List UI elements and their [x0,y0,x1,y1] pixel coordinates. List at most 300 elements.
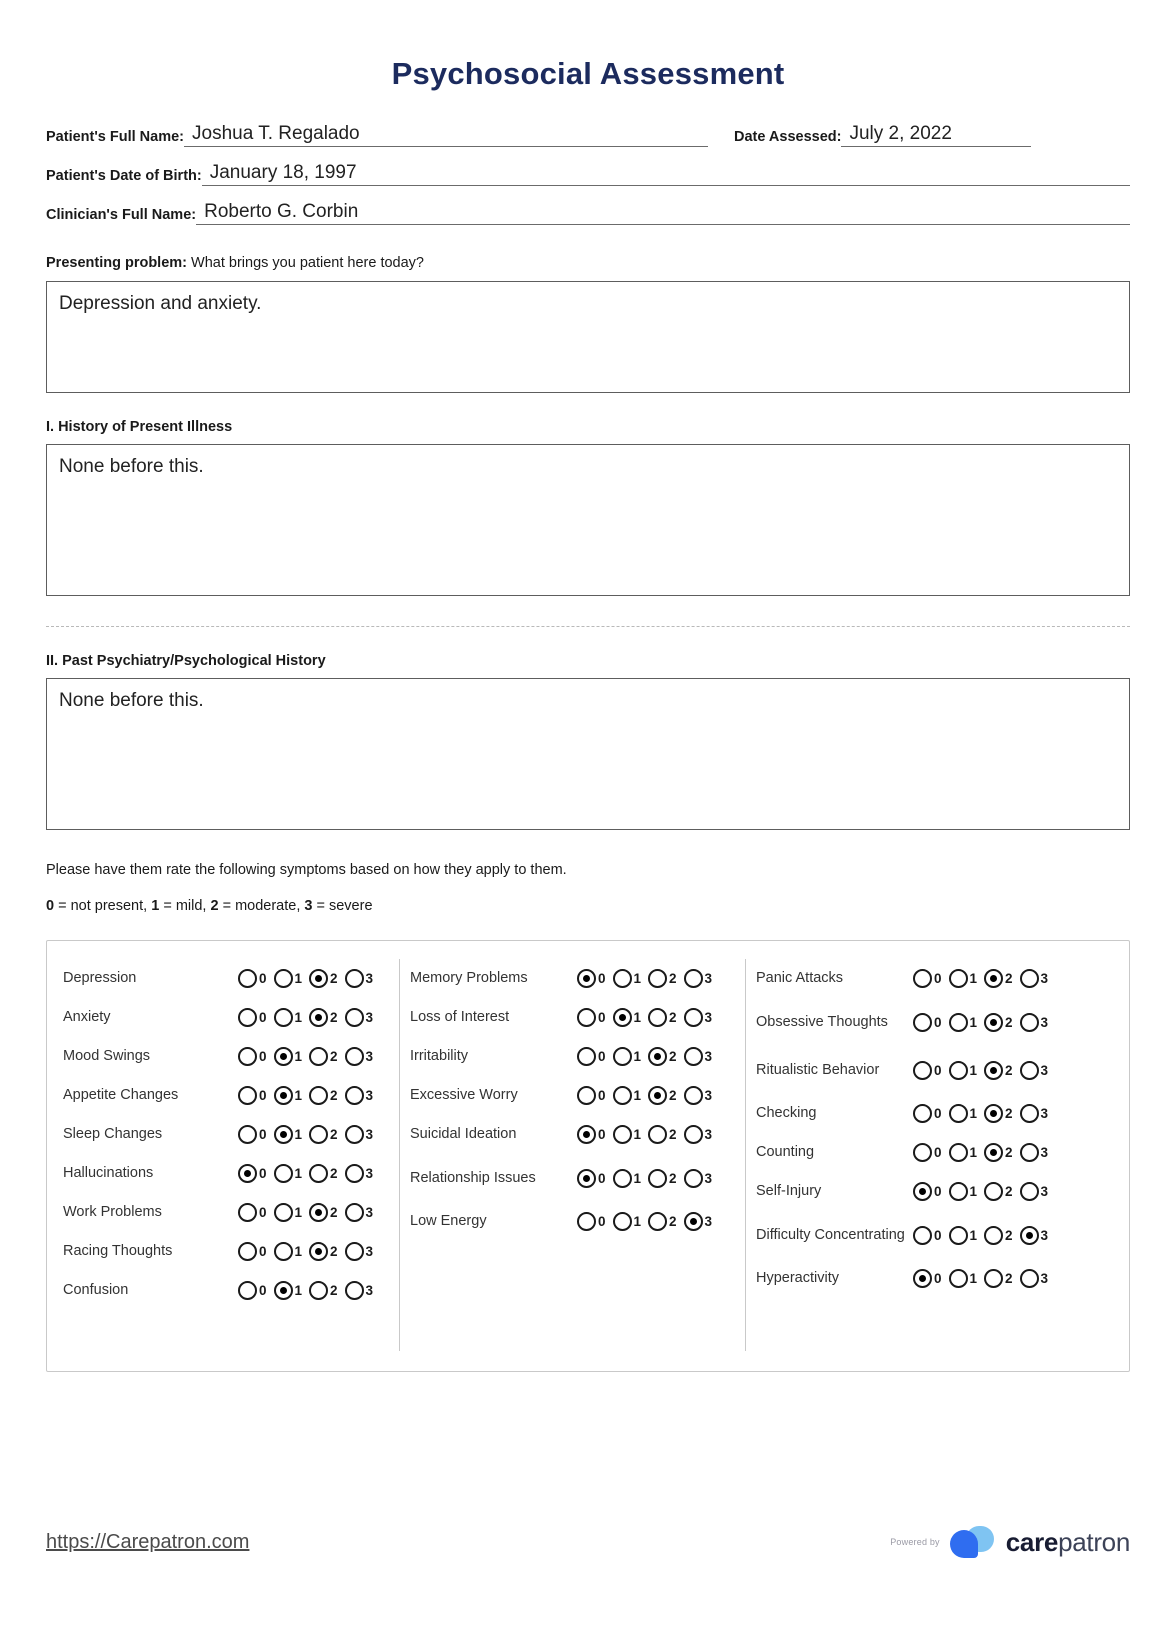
rating-option[interactable] [613,1169,648,1188]
rating-option[interactable] [648,1169,683,1188]
radio-unselected-icon[interactable] [345,1281,364,1300]
radio-unselected-icon[interactable] [238,1047,257,1066]
rating-option[interactable] [648,1086,683,1105]
radio-dot [990,1019,997,1026]
rating-option[interactable] [577,1047,612,1066]
symptom-row [756,1046,1113,1094]
symptom-options [237,1203,379,1222]
legend-zero-key: 0 [46,898,55,914]
radio-unselected-icon[interactable] [1020,1143,1039,1162]
radio-selected-icon[interactable] [274,1281,293,1300]
rating-option[interactable] [274,969,309,988]
symptom-row [756,1259,1113,1298]
radio-unselected-icon[interactable] [238,969,257,988]
history-present-illness-textarea[interactable]: None before this. [46,444,1130,596]
rating-option[interactable] [613,1086,648,1105]
powered-by-label: Powered by [890,1537,940,1547]
rating-option[interactable] [949,1226,984,1245]
rating-option-number: 3 [704,971,713,986]
radio-unselected-icon[interactable] [238,1242,257,1261]
symptom-options [912,1104,1054,1123]
symptom-options [576,1086,718,1105]
presenting-problem-heading [46,255,1130,271]
rating-option[interactable] [984,1226,1019,1245]
radio-unselected-icon[interactable] [613,1169,632,1188]
radio-unselected-icon[interactable] [949,1104,968,1123]
symptom-row [410,998,735,1037]
radio-unselected-icon[interactable] [345,1164,364,1183]
rating-option-number: 1 [969,1227,978,1243]
radio-unselected-icon[interactable] [577,1086,596,1105]
symptom-options [237,1047,379,1066]
rating-option[interactable] [309,1164,344,1183]
rating-option[interactable] [984,1061,1019,1080]
radio-unselected-icon[interactable] [984,1269,1003,1288]
rating-option-number: 0 [598,1088,606,1103]
rating-option[interactable] [577,1125,612,1144]
rating-option-number: 1 [294,1127,303,1142]
radio-unselected-icon[interactable] [577,1008,596,1027]
radio-selected-icon[interactable] [984,1143,1003,1162]
radio-selected-icon[interactable] [309,969,328,988]
radio-selected-icon[interactable] [684,1212,703,1231]
rating-option[interactable] [345,1047,380,1066]
symptom-label: Anxiety [63,1009,111,1025]
radio-unselected-icon[interactable] [274,1008,293,1027]
rating-option-number: 0 [598,971,606,986]
radio-selected-icon[interactable] [648,1047,667,1066]
rating-option[interactable] [577,1086,612,1105]
radio-unselected-icon[interactable] [949,1061,968,1080]
rating-option[interactable] [913,1061,948,1080]
radio-selected-icon[interactable] [577,1125,596,1144]
rating-option[interactable] [577,1169,612,1188]
rating-option-number: 2 [1005,1227,1013,1243]
radio-selected-icon[interactable] [309,1242,328,1261]
rating-option-number: 0 [598,1010,606,1025]
rating-option[interactable] [238,1242,273,1261]
rating-option[interactable] [274,1125,309,1144]
radio-selected-icon[interactable] [648,1086,667,1105]
rating-scale-legend [46,898,1130,914]
radio-unselected-icon[interactable] [613,969,632,988]
rating-option[interactable] [238,1203,273,1222]
rating-option[interactable] [238,969,273,988]
rating-option[interactable] [684,1212,719,1231]
radio-unselected-icon[interactable] [949,969,968,988]
past-psychiatric-history-textarea[interactable]: None before this. [46,678,1130,830]
rating-option[interactable] [345,1008,380,1027]
radio-unselected-icon[interactable] [345,1008,364,1027]
radio-dot [654,1092,661,1099]
radio-unselected-icon[interactable] [648,1125,667,1144]
radio-selected-icon[interactable] [1020,1226,1039,1245]
rating-option[interactable] [345,1203,380,1222]
section-two-heading: II. Past Psychiatry/Psychological History [46,653,326,669]
radio-unselected-icon[interactable] [613,1125,632,1144]
radio-unselected-icon[interactable] [949,1013,968,1032]
dob-row [46,161,1130,186]
rating-option-number: 3 [704,1127,713,1142]
radio-selected-icon[interactable] [238,1164,257,1183]
rating-option-number: 0 [259,1088,267,1103]
dob-label: Patient's Date of Birth: [46,168,202,184]
radio-selected-icon[interactable] [984,969,1003,988]
rating-option-number: 2 [669,1088,677,1103]
rating-option-number: 3 [704,1088,713,1103]
date-assessed-field[interactable]: July 2, 2022 [841,122,1031,147]
radio-selected-icon[interactable] [309,1008,328,1027]
rating-option[interactable] [984,1104,1019,1123]
rating-option-number: 2 [330,1166,338,1181]
rating-option-number: 3 [365,1244,374,1259]
rating-option[interactable] [613,1125,648,1144]
rating-option[interactable] [684,1169,719,1188]
radio-unselected-icon[interactable] [1020,969,1039,988]
rating-option-number: 3 [1040,1106,1049,1121]
symptom-label: Sleep Changes [63,1126,163,1142]
radio-dot [280,1287,287,1294]
radio-unselected-icon[interactable] [684,1008,703,1027]
rating-option[interactable] [1020,1269,1055,1288]
radio-selected-icon[interactable] [274,1125,293,1144]
presenting-problem-question-text: What brings you patient here today? [191,255,424,271]
legend-zero-text: = not present, [54,898,152,914]
rating-option-number: 2 [1005,1184,1013,1199]
rating-option-number: 1 [294,1049,303,1064]
clinician-name-field[interactable]: Roberto G. Corbin [196,200,1130,225]
symptom-label: Irritability [410,1048,469,1064]
rating-option[interactable] [345,1125,380,1144]
symptom-options [576,1008,718,1027]
page-title: Psychosocial Assessment [391,56,785,91]
rating-option[interactable] [684,1008,719,1027]
rating-option-number: 2 [330,1010,338,1025]
radio-unselected-icon[interactable] [949,1269,968,1288]
rating-option[interactable] [913,1269,948,1288]
radio-unselected-icon[interactable] [274,1164,293,1183]
rating-option[interactable] [648,1212,683,1231]
radio-unselected-icon[interactable] [345,1086,364,1105]
rating-option[interactable] [274,1281,309,1300]
symptom-label: Appetite Changes [63,1087,179,1103]
radio-unselected-icon[interactable] [684,1125,703,1144]
rating-option-number: 2 [669,1049,677,1064]
radio-unselected-icon[interactable] [648,1008,667,1027]
legend-two-text: = moderate, [218,898,305,914]
radio-unselected-icon[interactable] [913,1013,932,1032]
rating-option[interactable] [949,1182,984,1201]
rating-option[interactable] [1020,1013,1055,1032]
rating-option[interactable] [949,1013,984,1032]
radio-unselected-icon[interactable] [613,1086,632,1105]
rating-option[interactable] [984,969,1019,988]
rating-option[interactable] [309,1125,344,1144]
rating-option-number: 2 [669,1127,677,1142]
rating-option[interactable] [345,1281,380,1300]
rating-option-number: 1 [633,971,642,986]
rating-option[interactable] [1020,1226,1055,1245]
rating-option[interactable] [913,1182,948,1201]
radio-unselected-icon[interactable] [274,969,293,988]
carepatron-site-link[interactable]: https://Carepatron.com [46,1530,250,1553]
radio-unselected-icon[interactable] [949,1143,968,1162]
rating-option[interactable] [309,1086,344,1105]
rating-option[interactable] [274,1242,309,1261]
symptom-label: Panic Attacks [756,970,844,986]
radio-unselected-icon[interactable] [913,1104,932,1123]
symptom-options [237,1008,379,1027]
radio-unselected-icon[interactable] [1020,1269,1039,1288]
rating-option[interactable] [577,1008,612,1027]
rating-option[interactable] [1020,969,1055,988]
rating-instruction: Please have them rate the following symptoms based on how they apply to them. [46,862,567,878]
symptom-options [912,969,1054,988]
rating-option-number: 2 [330,1244,338,1259]
rating-option-number: 0 [934,1184,942,1199]
radio-selected-icon[interactable] [274,1047,293,1066]
rating-option-number: 3 [1040,1145,1049,1160]
radio-selected-icon[interactable] [913,1182,932,1201]
radio-selected-icon[interactable] [309,1203,328,1222]
radio-dot [583,975,590,982]
rating-option[interactable] [345,1164,380,1183]
rating-option[interactable] [613,969,648,988]
rating-option[interactable] [274,1008,309,1027]
radio-selected-icon[interactable] [577,969,596,988]
symptom-row [410,1202,735,1241]
rating-option[interactable] [238,1281,273,1300]
rating-option[interactable] [913,1104,948,1123]
rating-option[interactable] [984,1013,1019,1032]
rating-option[interactable] [1020,1143,1055,1162]
rating-option[interactable] [648,1008,683,1027]
rating-option-number: 1 [633,1170,642,1186]
rating-option[interactable] [274,1047,309,1066]
radio-unselected-icon[interactable] [309,1281,328,1300]
radio-unselected-icon[interactable] [613,1047,632,1066]
rating-option[interactable] [238,1164,273,1183]
rating-option[interactable] [984,1269,1019,1288]
radio-unselected-icon[interactable] [913,1226,932,1245]
rating-option[interactable] [238,1125,273,1144]
wordmark-care: care [1005,1526,1059,1557]
radio-unselected-icon[interactable] [913,1143,932,1162]
radio-unselected-icon[interactable] [238,1125,257,1144]
rating-option[interactable] [577,969,612,988]
radio-unselected-icon[interactable] [345,1125,364,1144]
rating-option-number: 1 [294,1010,303,1025]
symptom-label: Ritualistic Behavior [756,1061,880,1078]
radio-unselected-icon[interactable] [577,1212,596,1231]
radio-unselected-icon[interactable] [648,1169,667,1188]
patient-name-label: Patient's Full Name: [46,129,185,145]
symptom-options [237,1281,379,1300]
rating-option[interactable] [1020,1182,1055,1201]
radio-unselected-icon[interactable] [949,1226,968,1245]
radio-unselected-icon[interactable] [345,969,364,988]
symptom-row [63,1271,389,1310]
radio-unselected-icon[interactable] [309,1047,328,1066]
rating-option-number: 2 [330,1049,338,1064]
rating-option-number: 2 [1005,1106,1013,1121]
radio-unselected-icon[interactable] [684,1047,703,1066]
radio-selected-icon[interactable] [913,1269,932,1288]
radio-unselected-icon[interactable] [913,1061,932,1080]
patient-name-field[interactable]: Joshua T. Regalado [184,122,708,147]
rating-option[interactable] [613,1047,648,1066]
rating-option[interactable] [345,1086,380,1105]
symptom-options [912,1182,1054,1201]
radio-unselected-icon[interactable] [309,1125,328,1144]
radio-unselected-icon[interactable] [684,969,703,988]
symptom-options [912,1143,1054,1162]
radio-dot [990,1110,997,1117]
radio-unselected-icon[interactable] [1020,1061,1039,1080]
rating-option[interactable] [274,1086,309,1105]
rating-option-number: 0 [259,1283,267,1298]
rating-option[interactable] [949,1104,984,1123]
symptom-row [410,1115,735,1154]
rating-option[interactable] [949,1143,984,1162]
rating-option[interactable] [913,1013,948,1032]
radio-unselected-icon[interactable] [1020,1182,1039,1201]
rating-option-number: 0 [259,1127,267,1142]
legend-two-key: 2 [210,898,219,914]
radio-unselected-icon[interactable] [238,1086,257,1105]
rating-option[interactable] [984,1182,1019,1201]
symptom-options [237,1125,379,1144]
rating-option[interactable] [648,1047,683,1066]
rating-option[interactable] [309,969,344,988]
dob-field[interactable]: January 18, 1997 [202,161,1130,186]
radio-unselected-icon[interactable] [238,1203,257,1222]
rating-option[interactable] [1020,1061,1055,1080]
radio-unselected-icon[interactable] [984,1182,1003,1201]
rating-option[interactable] [309,1203,344,1222]
rating-option[interactable] [913,969,948,988]
symptom-row [63,1115,389,1154]
radio-dot [1026,1232,1033,1239]
rating-option[interactable] [684,1047,719,1066]
radio-unselected-icon[interactable] [345,1203,364,1222]
symptom-label: Racing Thoughts [63,1243,173,1259]
radio-unselected-icon[interactable] [913,969,932,988]
rating-option-number: 0 [934,1106,942,1121]
rating-option-number: 1 [969,1184,978,1199]
radio-dot [990,1067,997,1074]
rating-option-number: 2 [330,971,338,986]
rating-option[interactable] [309,1281,344,1300]
radio-unselected-icon[interactable] [238,1281,257,1300]
radio-unselected-icon[interactable] [345,1242,364,1261]
rating-option[interactable] [274,1203,309,1222]
rating-option-number: 3 [704,1010,713,1025]
clinician-row [46,200,1130,225]
rating-option-number: 0 [259,1010,267,1025]
symptom-label: Obsessive Thoughts [756,1013,888,1030]
rating-option[interactable] [684,1125,719,1144]
rating-option[interactable] [577,1212,612,1231]
presenting-problem-textarea[interactable]: Depression and anxiety. [46,281,1130,393]
rating-option[interactable] [238,1086,273,1105]
rating-option-number: 1 [294,1088,303,1103]
rating-option[interactable] [309,1242,344,1261]
rating-option-number: 1 [294,971,303,986]
rating-option-number: 0 [934,1014,942,1030]
radio-unselected-icon[interactable] [577,1047,596,1066]
rating-option[interactable] [309,1047,344,1066]
radio-selected-icon[interactable] [984,1104,1003,1123]
radio-unselected-icon[interactable] [309,1164,328,1183]
radio-unselected-icon[interactable] [238,1008,257,1027]
radio-selected-icon[interactable] [613,1008,632,1027]
rating-option-number: 1 [969,1062,978,1078]
radio-unselected-icon[interactable] [684,1086,703,1105]
radio-selected-icon[interactable] [274,1086,293,1105]
radio-unselected-icon[interactable] [984,1226,1003,1245]
radio-unselected-icon[interactable] [684,1169,703,1188]
radio-selected-icon[interactable] [984,1013,1003,1032]
radio-unselected-icon[interactable] [345,1047,364,1066]
radio-unselected-icon[interactable] [648,1212,667,1231]
radio-unselected-icon[interactable] [949,1182,968,1201]
rating-option-number: 0 [259,1205,267,1220]
symptom-label: Hyperactivity [756,1270,839,1286]
rating-option[interactable] [949,1061,984,1080]
radio-unselected-icon[interactable] [613,1212,632,1231]
patient-identity-block [46,122,1130,225]
rating-option[interactable] [345,1242,380,1261]
rating-option-number: 0 [259,1049,267,1064]
rating-option[interactable] [238,1047,273,1066]
symptom-options [237,1164,379,1183]
rating-option-number: 1 [633,1010,642,1025]
rating-option[interactable] [274,1164,309,1183]
symptom-options [912,1226,1054,1245]
wordmark-patron: patron [1058,1526,1130,1557]
radio-selected-icon[interactable] [984,1061,1003,1080]
radio-unselected-icon[interactable] [274,1203,293,1222]
radio-dot [315,975,322,982]
rating-option[interactable] [949,969,984,988]
rating-option[interactable] [684,1086,719,1105]
symptom-label: Hallucinations [63,1165,154,1181]
rating-option[interactable] [345,969,380,988]
symptom-label: Mood Swings [63,1048,151,1064]
rating-option[interactable] [913,1226,948,1245]
radio-unselected-icon[interactable] [274,1242,293,1261]
rating-option[interactable] [984,1143,1019,1162]
rating-option[interactable] [1020,1104,1055,1123]
rating-option[interactable] [684,969,719,988]
radio-selected-icon[interactable] [577,1169,596,1188]
symptom-options [576,1169,718,1188]
rating-option[interactable] [238,1008,273,1027]
rating-option[interactable] [613,1212,648,1231]
rating-option[interactable] [913,1143,948,1162]
rating-option[interactable] [648,1125,683,1144]
rating-option[interactable] [648,969,683,988]
rating-option[interactable] [613,1008,648,1027]
radio-unselected-icon[interactable] [1020,1104,1039,1123]
rating-option[interactable] [949,1269,984,1288]
radio-unselected-icon[interactable] [309,1086,328,1105]
radio-unselected-icon[interactable] [1020,1013,1039,1032]
legend-three-text: = severe [312,898,373,914]
rating-option[interactable] [309,1008,344,1027]
radio-unselected-icon[interactable] [648,969,667,988]
